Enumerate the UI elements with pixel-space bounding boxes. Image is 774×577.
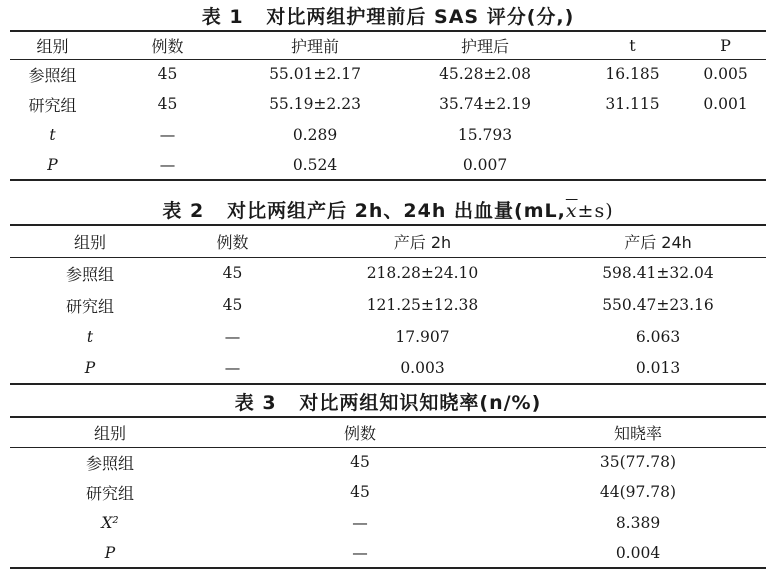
table-1-header-cell: 护理后	[460, 36, 509, 56]
table-row	[10, 289, 766, 321]
table-cell: P	[47, 155, 58, 174]
table-cell	[580, 150, 685, 180]
table-cell: t	[86, 328, 94, 346]
table-cell: t	[49, 125, 56, 144]
table-2-header-row	[10, 225, 766, 257]
table-1-title: 对比两组护理前后 SAS 评分(分,)	[266, 6, 575, 28]
table-cell: 6.063	[635, 328, 681, 346]
table-cell: —	[159, 125, 176, 144]
table-cell: P	[104, 543, 116, 562]
table-cell: 45	[350, 453, 370, 472]
table-cell: 45	[222, 296, 243, 314]
table-3-header-cell: 知晓率	[613, 423, 662, 443]
table-cell: 31.115	[605, 95, 660, 113]
table-cell: 35.74±2.19	[439, 95, 531, 113]
table-1-grid	[10, 30, 766, 181]
table-cell: 45	[350, 483, 370, 501]
table-2-header-cell: 组别	[73, 232, 106, 252]
table-3-header-cell: 组别	[93, 423, 126, 443]
table-row	[10, 321, 766, 353]
table-cell: 参照组	[85, 453, 134, 473]
table-cell: 参照组	[28, 65, 77, 85]
table-3-grid	[10, 416, 766, 569]
table-row	[10, 89, 766, 119]
table-cell: —	[224, 359, 241, 377]
table-3-caption	[10, 390, 766, 416]
table-1-header-cell: 例数	[151, 36, 184, 56]
table-cell: 0.289	[292, 125, 338, 144]
table-cell	[580, 119, 685, 150]
table-1-number: 表 1	[201, 6, 244, 28]
table-cell: 35(77.78)	[599, 453, 677, 472]
table-1-header-row	[10, 31, 766, 59]
table-cell: 研究组	[85, 483, 134, 503]
table-row	[10, 507, 766, 538]
table-cell: 17.907	[395, 328, 450, 346]
table-1-header-cell: P	[720, 35, 731, 55]
table-3	[10, 390, 766, 569]
table-cell: 研究组	[65, 296, 114, 316]
table-cell: 55.19±2.23	[269, 95, 361, 113]
table-row	[10, 257, 766, 289]
table-cell: —	[224, 328, 241, 346]
table-cell: 16.185	[605, 65, 660, 84]
table-1-header-cell: t	[629, 35, 636, 55]
table-cell: 45	[157, 95, 178, 113]
table-1-header-cell: 护理前	[290, 36, 339, 56]
table-2-caption	[10, 198, 766, 224]
table-cell: 0.005	[703, 65, 748, 84]
table-cell	[685, 119, 766, 150]
table-cell: 598.41±32.04	[602, 264, 714, 283]
table-row	[10, 538, 766, 568]
table-cell: 45.28±2.08	[439, 65, 531, 84]
table-cell: 15.793	[457, 125, 513, 144]
table-row	[10, 353, 766, 384]
table-cell: 55.01±2.17	[269, 65, 361, 84]
table-1-caption	[10, 4, 766, 30]
table-cell: 45	[157, 65, 178, 84]
table-cell: 参照组	[65, 264, 114, 284]
table-cell: 研究组	[28, 95, 77, 115]
table-cell: —	[352, 513, 368, 532]
table-cell: 0.003	[400, 359, 445, 377]
table-cell: 0.001	[703, 95, 748, 113]
table-cell: 44(97.78)	[599, 483, 677, 501]
table-cell: 8.389	[615, 513, 661, 532]
table-row	[10, 447, 766, 477]
table-cell: 121.25±12.38	[366, 296, 479, 314]
table-cell: 0.004	[615, 543, 661, 562]
table-cell: 218.28±24.10	[366, 264, 479, 283]
table-cell: P	[84, 359, 96, 377]
table-row	[10, 59, 766, 89]
table-row	[10, 477, 766, 507]
table-cell: —	[352, 543, 368, 562]
table-cell: 550.47±23.16	[602, 296, 714, 314]
table-cell: 0.007	[462, 155, 508, 174]
table-2-title: 对比两组产后 2h、24h 出血量(mL,	[227, 200, 566, 222]
table-2-header-cell: 例数	[216, 232, 249, 252]
table-3-header-cell: 例数	[343, 423, 376, 443]
table-row	[10, 119, 766, 150]
table-row	[10, 150, 766, 180]
table-cell: 0.524	[292, 155, 338, 174]
table-cell: —	[159, 155, 176, 174]
table-3-header-row	[10, 417, 766, 447]
table-1-header-cell: 组别	[36, 36, 69, 56]
table-cell: 0.013	[635, 359, 681, 377]
table-2-number: 表 2	[162, 200, 205, 222]
table-1	[10, 4, 766, 181]
table-2-title-xbar: $\overline{x}$	[565, 200, 578, 222]
table-cell	[685, 150, 766, 180]
table-2-grid	[10, 224, 766, 385]
table-2-header-cell: 产后 2h	[393, 232, 452, 252]
table-2-header-cell: 产后 24h	[624, 232, 692, 252]
table-cell: X²	[101, 513, 119, 532]
table-3-number: 表 3	[234, 392, 277, 414]
table-2	[10, 198, 766, 385]
table-3-title: 对比两组知识知晓率(n/%)	[299, 392, 542, 414]
table-2-title-tail: ±s)	[577, 200, 614, 222]
table-cell: 45	[222, 264, 243, 283]
